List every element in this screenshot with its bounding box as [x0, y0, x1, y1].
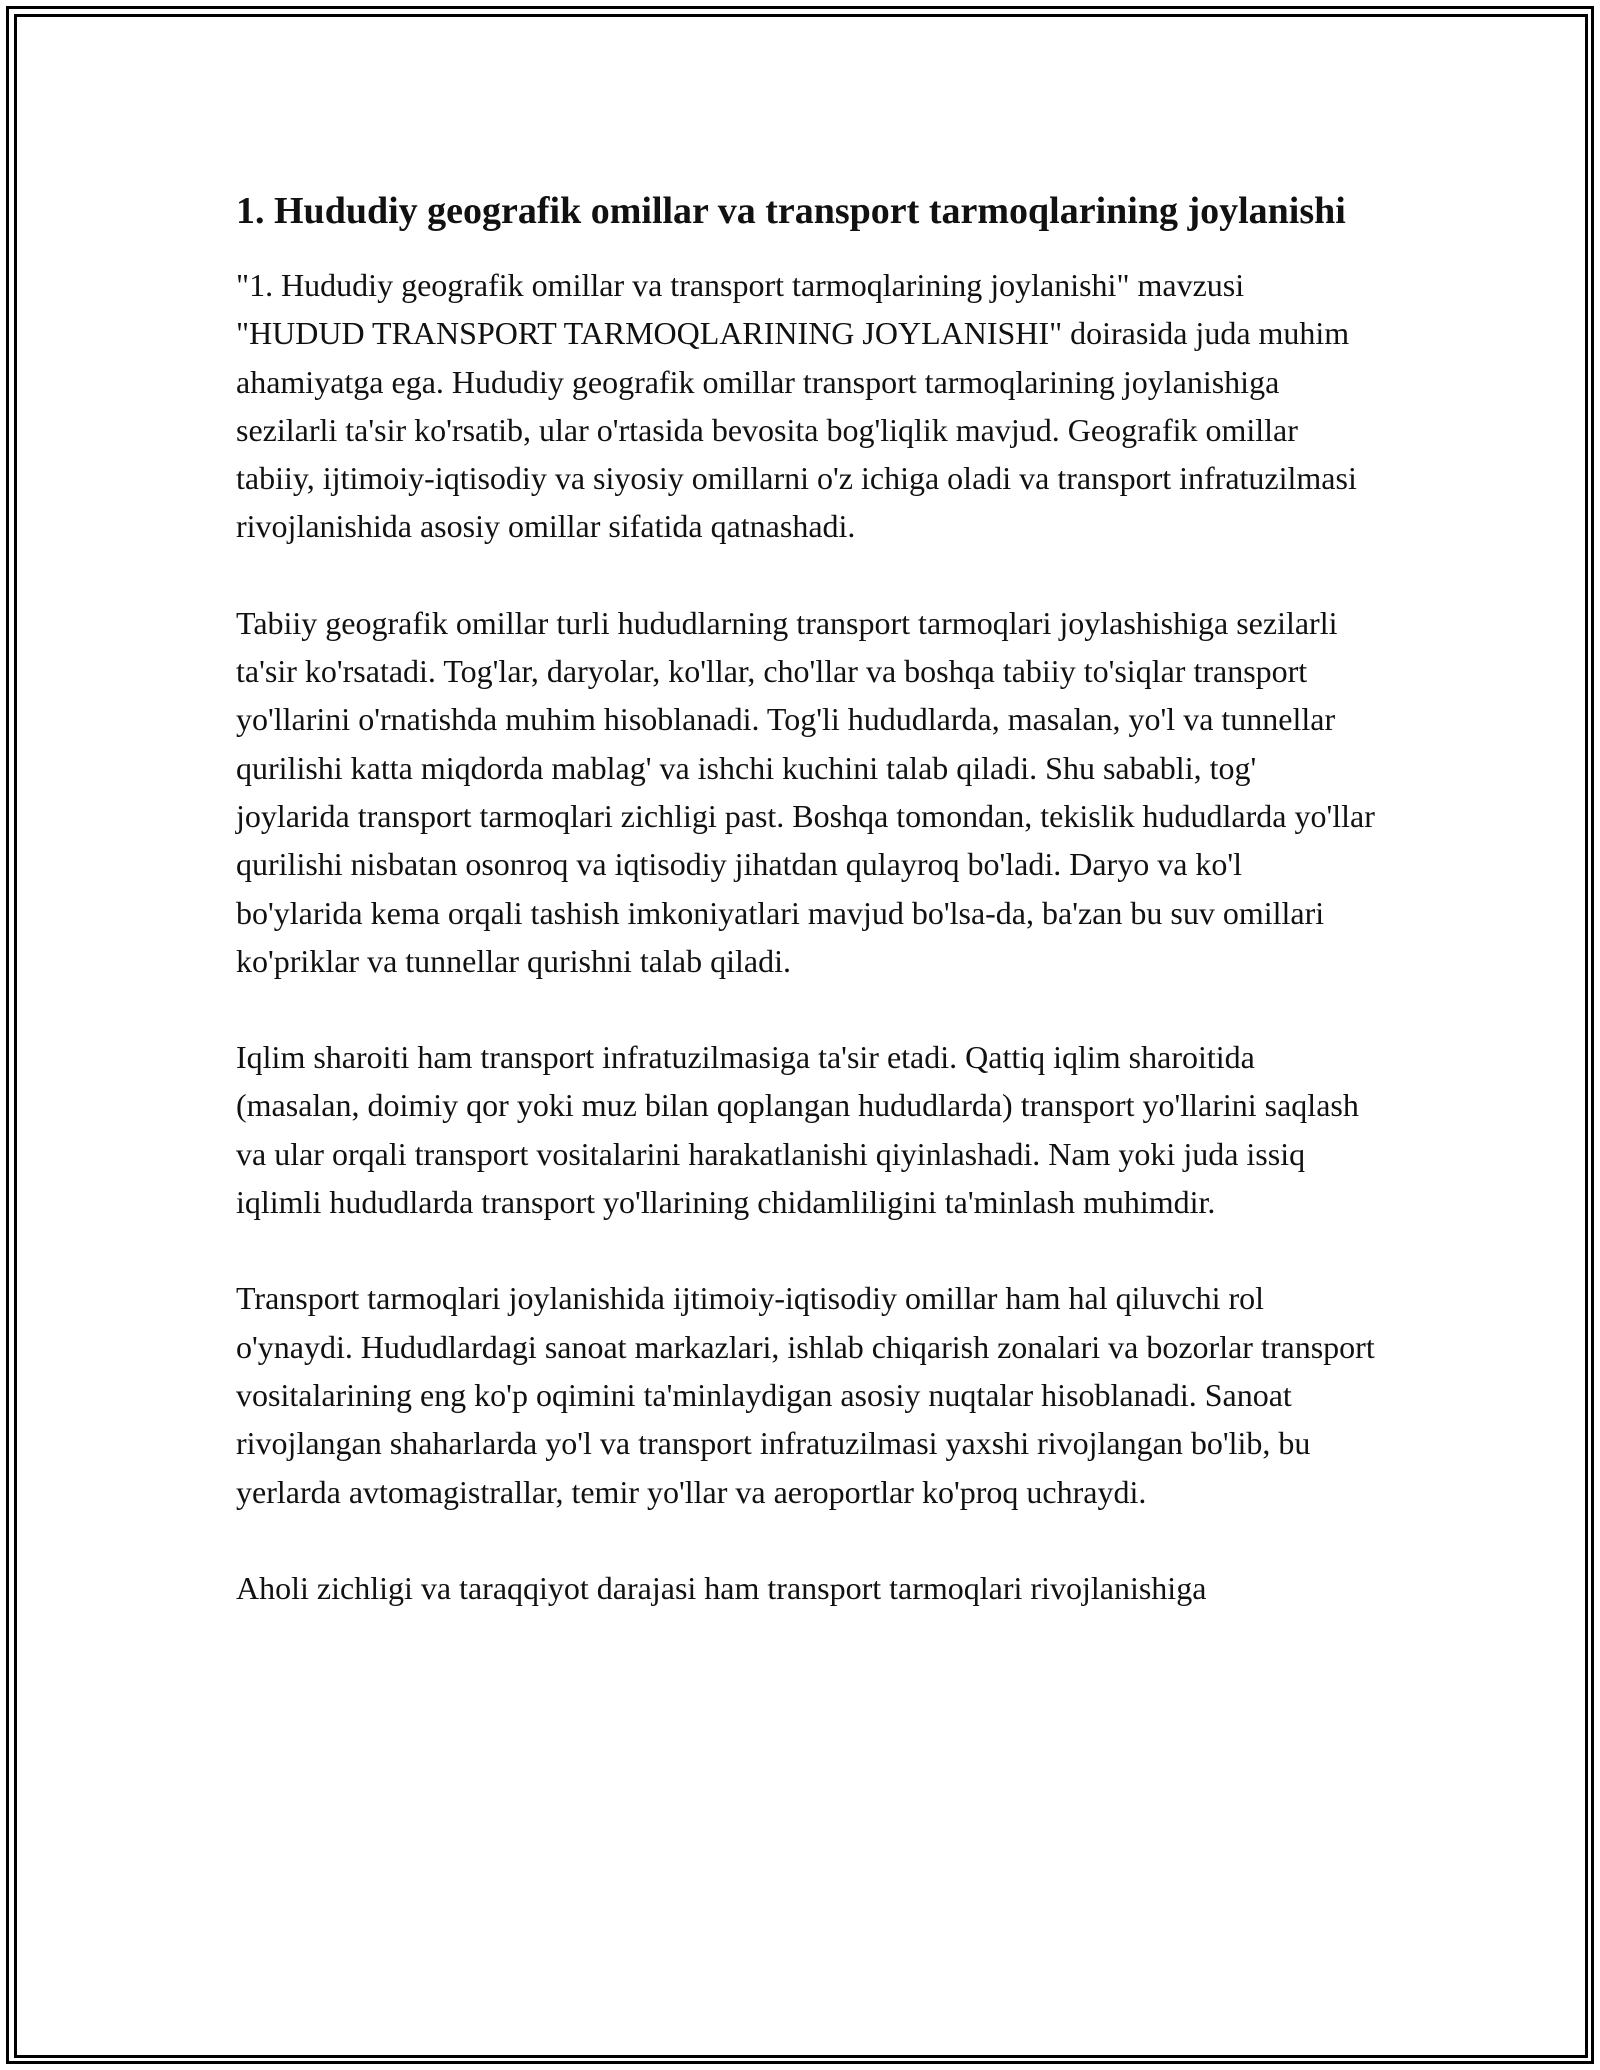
paragraph-2: Tabiiy geografik omillar turli hududlarning transport tarmoqlari joylashishiga sezilarli ta'sir ko'rsatadi. Tog'lar, daryolar, ko'llar, cho'llar va boshqa tabiiy to'siqlar transport yo'llarini o'rnatishda muhim hisoblanadi. Tog'li hududlarda, masalan, yo'l va tunnellar qurilishi katta miqdorda mablag' va ishchi kuchini talab qiladi. Shu sababli, tog' joylarida transport tarmoqlari zichligi past. Boshqa tomondan, tekislik hududlarda yo'llar qurilishi nisbatan osonroq va iqtisodiy jihatdan qulayroq bo'ladi. Daryo va ko'l bo'ylarida kema orqali tashish imkoniyatlari mavjud bo'lsa-da, ba'zan bu suv omillari ko'priklar va tunnellar qurishni talab qiladi.	[236, 604, 1375, 979]
paragraph-1: "1. Hududiy geografik omillar va transport tarmoqlarining joylanishi" mavzusi "HUDUD TRANSPORT TARMOQLARINING JOYLANISHI" doirasida juda muhim ahamiyatga ega. Hududiy geografik omillar transport tarmoqlarining joylanishiga sezilarli ta'sir ko'rsatib, ular o'rtasida bevosita bog'liqlik mavjud. Geografik omillar tabiiy, ijtimoiy-iqtisodiy va siyosiy omillarni o'z ichiga oladi va transport infratuzilmasi rivojlanishida asosiy omillar sifatida qatnashadi.	[236, 267, 1357, 545]
paragraph-5: Aholi zichligi va taraqqiyot darajasi ham transport tarmoqlari rivojlanishiga	[236, 1569, 1207, 1606]
paragraph-4: Transport tarmoqlari joylanishida ijtimoiy-iqtisodiy omillar ham hal qiluvchi rol o'ynaydi. Hududlardagi sanoat markazlari, ishlab chiqarish zonalari va bozorlar transport vositalarining eng ko'p oqimini ta'minlaydigan asosiy nuqtalar hisoblanadi. Sanoat rivojlangan shaharlarda yo'l va transport infratuzilmasi yaxshi rivojlangan bo'lib, bu yerlarda avtomagistrallar, temir yo'llar va aeroportlar ko'proq uchraydi.	[236, 1280, 1375, 1510]
document-body	[236, 184, 1376, 1660]
section-heading: 1. Hududiy geografik omillar va transport tarmoqlarining joylanishi	[236, 190, 1346, 232]
paragraph-3: Iqlim sharoiti ham transport infratuzilmasiga ta'sir etadi. Qattiq iqlim sharoitida (masalan, doimiy qor yoki muz bilan qoplangan hududlarda) transport yo'llarini saqlash va ular orqali transport vositalarini harakatlanishi qiyinlashadi. Nam yoki juda issiq iqlimli hududlarda transport yo'llarining chidamliligini ta'minlash muhimdir.	[236, 1039, 1359, 1221]
